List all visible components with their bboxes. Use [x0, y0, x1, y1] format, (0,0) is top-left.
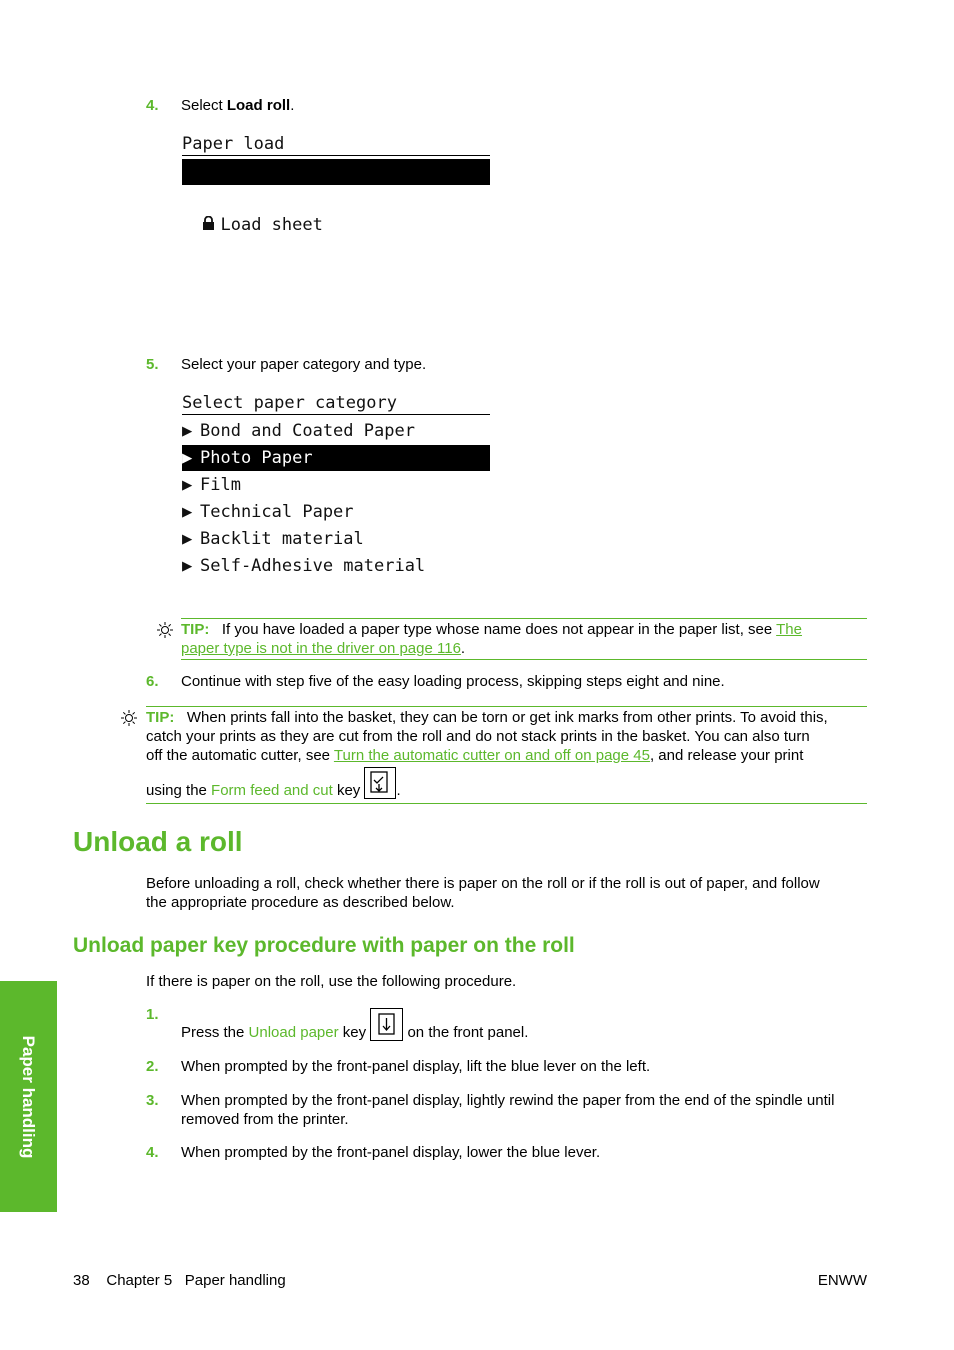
step-number: 6.: [146, 673, 159, 690]
step-text-line: removed from the printer.: [181, 1111, 349, 1128]
arrow-right-icon: ▶: [182, 421, 193, 441]
lcd-item-label: Load roll: [220, 188, 313, 208]
tip-link-part1[interactable]: The: [776, 621, 802, 638]
footer-right: ENWW: [817, 1272, 867, 1289]
step-text-mid: key: [338, 1024, 367, 1041]
tip-text: key: [332, 782, 361, 799]
lcd-item-label: Backlit material: [200, 529, 364, 549]
lcd-title: Select paper category: [182, 392, 490, 415]
lcd-menu-item-photo: [182, 445, 490, 471]
tip-box: [181, 618, 867, 660]
step-text-suffix: on the front panel.: [403, 1024, 529, 1041]
tip-label: TIP:: [181, 621, 210, 638]
step-text: [181, 1091, 834, 1129]
tip-bulb-icon: [156, 621, 174, 643]
subsection-intro: If there is paper on the roll, use the following procedure.: [146, 973, 517, 990]
lcd-item-label: Self-Adhesive material: [200, 556, 426, 576]
page-number: 38: [73, 1272, 90, 1289]
step-number: 4.: [146, 97, 159, 114]
tip-line: [181, 639, 465, 658]
cutter-link[interactable]: Turn the automatic cutter on and off on page 45: [333, 747, 650, 764]
step-number: 2.: [146, 1058, 159, 1075]
footer-chapter-title: Paper handling: [184, 1272, 286, 1289]
lcd-item-label: Film: [200, 475, 241, 495]
tip-line: [146, 767, 401, 800]
arrow-right-icon: ▶: [182, 529, 193, 549]
arrow-right-icon: ▶: [182, 475, 193, 495]
lcd-menu-item-technical: [182, 499, 490, 525]
step-text: When prompted by the front-panel display, lift the blue lever on the left.: [181, 1058, 651, 1075]
lcd-menu-item-bond: [182, 418, 490, 444]
lcd-title: Paper load: [182, 133, 490, 156]
step-text: When prompted by the front-panel display, lower the blue lever.: [181, 1144, 601, 1161]
tip-label: TIP:: [146, 709, 175, 726]
tip-text: , and release your print: [649, 747, 804, 764]
step-text-suffix: .: [290, 97, 295, 114]
form-feed-key-name: Form feed and cut: [211, 782, 333, 799]
step-text-prefix: Press the: [181, 1024, 249, 1041]
step-number: 5.: [146, 356, 159, 373]
step-text-prefix: Select: [181, 97, 227, 114]
section-heading: Unload a roll: [73, 826, 243, 857]
step-text: [181, 1008, 528, 1042]
step-text-line: When prompted by the front-panel display, lightly rewind the paper from the end of the spindle until: [181, 1092, 835, 1109]
step-number: 3.: [146, 1092, 159, 1109]
tip-text: When prints fall into the basket, they can be torn or get ink marks from other prints. To avoid this,: [186, 709, 828, 726]
lcd-menu-item-self-adhesive: [182, 553, 490, 579]
lock-icon: [202, 212, 220, 238]
tip-line: [146, 746, 803, 765]
form-feed-cut-key-icon: [364, 767, 396, 799]
step-text-bold: Load roll: [226, 97, 291, 114]
tip-box: [146, 706, 867, 804]
section-intro-line: Before unloading a roll, check whether there is paper on the roll or if the roll is out of paper, and follow: [146, 875, 820, 892]
tip-text: using the: [146, 782, 212, 799]
tip-text: .: [396, 782, 401, 799]
tip-line: [146, 708, 828, 727]
tip-line: catch your prints as they are cut from the roll and do not stack prints in the basket. You can also turn: [146, 728, 810, 745]
footer-left: [73, 1272, 286, 1289]
tip-link-part2[interactable]: paper type is not in the driver on page 116: [181, 640, 461, 657]
lcd-item-label: Load sheet: [220, 215, 323, 235]
section-intro: [146, 874, 820, 912]
tip-bulb-icon: [120, 709, 138, 731]
lcd-item-label: Technical Paper: [200, 502, 354, 522]
unload-paper-key-name: Unload paper: [248, 1024, 339, 1041]
subsection-heading: Unload paper key procedure with paper on the roll: [73, 934, 575, 957]
step-text: Continue with step five of the easy loading process, skipping steps eight and nine.: [181, 673, 725, 690]
step-text: [181, 96, 294, 115]
chapter-side-tab: [0, 981, 57, 1212]
lcd-item-label: Bond and Coated Paper: [200, 421, 415, 441]
tip-line: [181, 620, 802, 639]
step-number: 1.: [146, 1006, 159, 1023]
step-text: Select your paper category and type.: [181, 356, 427, 373]
lcd-menu-item-load-sheet: [182, 186, 490, 235]
tip-text: off the automatic cutter, see: [146, 747, 334, 764]
footer-chapter: Chapter 5: [106, 1272, 173, 1289]
lcd-item-label: Photo Paper: [200, 448, 313, 468]
tip-text: If you have loaded a paper type whose name does not appear in the paper list, see: [221, 621, 777, 638]
step-number: 4.: [146, 1144, 159, 1161]
section-intro-line: the appropriate procedure as described below.: [146, 894, 455, 911]
lcd-menu-item-film: [182, 472, 490, 498]
arrow-right-icon: ▶: [182, 502, 193, 522]
lcd-menu-item-backlit: [182, 526, 490, 552]
arrow-right-icon: ▶: [182, 556, 193, 576]
side-tab-label: Paper handling: [19, 1035, 38, 1159]
unload-paper-key-icon: [370, 1008, 403, 1041]
arrow-right-icon: ▶: [182, 448, 193, 468]
tip-end: .: [460, 640, 466, 657]
lcd-menu-item-load-roll: [182, 159, 490, 208]
